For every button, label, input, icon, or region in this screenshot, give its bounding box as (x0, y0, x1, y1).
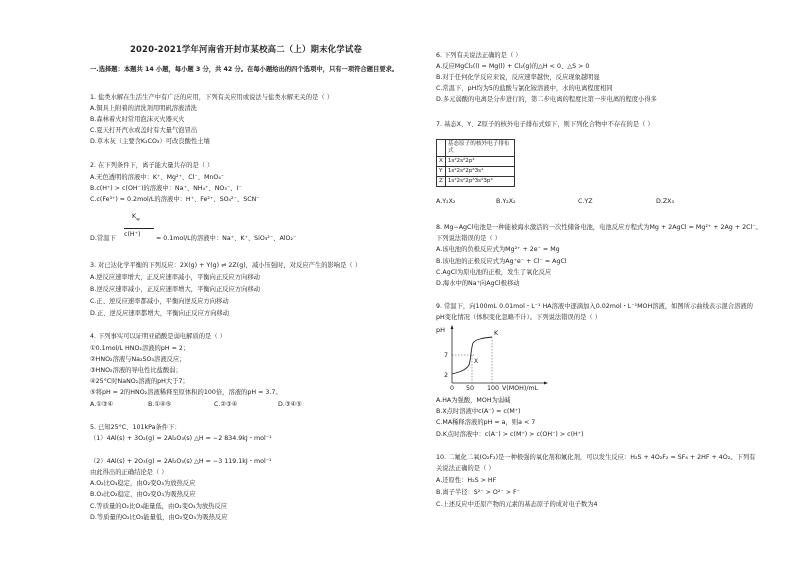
table-header-row (437, 140, 515, 157)
option-d: D.多元弱酸的电离是分步进行的，第二步电离的程度比第一步电离的程度小得多 (436, 96, 657, 103)
option-a: A.HA为强酸，MOH为弱碱 (436, 397, 511, 404)
option-c: C.常温下，pH均为5的盐酸与氯化铵溶液中，水的电离程度相同 (436, 85, 613, 92)
option-d: D.草木灰（主要含K₂CO₃）可改良酸性土壤 (90, 138, 210, 145)
option-c: C.MA稀释溶液的pH = a，则a < 7 (436, 419, 536, 426)
option-b: B.该电池的正极反应式为Ag⁺e⁻ + Cl⁻ = AgCl (436, 258, 567, 265)
table-row (437, 167, 515, 177)
equation-2: （2）4Al(s) + 2O₃(g) = 2Al₂O₃(s) △H = −3 119.1kJ・mol⁻¹ (90, 458, 272, 465)
option-c: C.②③④ (214, 401, 238, 408)
x-tick-label: 100 (487, 385, 500, 392)
question-stem: 1. 盐类水解在生活生产中有广泛的应用，下列有关应用或说法与盐类水解无关的是（ ） (90, 94, 333, 101)
table-cell: 1s²2s²2p⁶3s¹ (445, 167, 514, 177)
question-stem: 6. 下列有关说法正确的是（ ） (436, 52, 522, 59)
option-c: C.上述反应中还原产物的元素的基态原子的成对电子数为4 (436, 501, 598, 508)
y-axis-arrow (451, 325, 454, 329)
question-stem: 4. 下列事实可以证明亚硝酸是弱电解质的是（ ） (90, 333, 226, 340)
y-tick-label: 7 (444, 352, 449, 359)
option-a: A.该电池的负极反应式为Mg²⁺ + 2e⁻ = Mg (436, 246, 560, 253)
fraction-numerator: $K_w$ (132, 213, 140, 223)
point-x-label: X (474, 358, 479, 365)
y-tick-label: 2 (444, 372, 449, 379)
table-header-cell: 基态原子的核外电子排布式 (445, 140, 514, 157)
option-b: B.①④⑤ (148, 401, 172, 408)
statement-1: ①0.1mol/L HNO₂溶液的pH = 2； (90, 345, 190, 352)
table-header-cell (437, 140, 446, 157)
y-axis-label: pH (436, 326, 446, 334)
question-stem: 8. Mg−AgCl电池是一种能被海水激活的一次性储备电池，电池反应方程式为Mg + 2AgCl = Mg²⁺ + 2Ag + 2Cl⁻。 (436, 224, 762, 231)
option-c: C.等质量的O₂比O₃能量低，由O₂变O₃为放热反应 (90, 503, 228, 510)
option-c: C.YZ (578, 198, 593, 205)
option-a: A.①③④ (90, 401, 114, 408)
statement-3: ③HNO₂溶液的导电性比盐酸弱； (90, 367, 182, 374)
question-stem: 3. 对已达化学平衡的下列反应：2X(g) + Y(g) ⇌ 2Z(g)，减小压强时，对反应产生的影响是（ ） (90, 262, 361, 269)
statement-2: ②HNO₂溶液与Na₂SO₃溶液反应； (90, 356, 186, 363)
option-d: D.海水中的Na⁺向AgCl极移动 (436, 280, 520, 287)
option-a: A.Y₂X₂ (436, 198, 456, 205)
option-c: C.正、逆反应速率都减小，平衡向逆反应方向移动 (90, 298, 229, 305)
option-a: A.O₂比O₃稳定，由O₂变O₃为放热反应 (90, 480, 196, 487)
x-axis-arrow (544, 382, 548, 385)
option-d: D.ZX₃ (656, 198, 675, 205)
x-tick-label: 50 (466, 385, 475, 392)
option-b: B.Y₂X₂ (496, 198, 516, 205)
question-prompt: 由此得出的正确结论是（ ） (90, 469, 168, 476)
option-c: C.c(Fe³⁺) = 0.2mol/L的溶液中：H⁺、Fe²⁺、SO₄²⁻、SCN⁻ (90, 196, 260, 203)
option-d-suffix: = 0.1mol/L的溶液中：Na⁺、K⁺、SiO₃²⁻、AlO₂⁻ (156, 235, 297, 242)
option-b: B.对于任何化学反应来说，反应速率越快，反应现象越明显 (436, 74, 600, 81)
option-b: B.c(H⁺) > c(OH⁻)的溶液中：Na⁺、NH₄⁺、NO₃⁻、I⁻ (90, 185, 242, 192)
question-stem: 10. 二氟化二氧(O₂F₂)是一种极强的氧化剂和氟化剂，可以发生反应：H₂S + 4O₂F₂ = SF₆ + 2HF + 4O₂。下列有 (436, 454, 756, 461)
option-a: A.无色透明的溶液中：K⁺、Mg²⁺、Cl⁻、MnO₄⁻ (90, 174, 225, 181)
statement-5: ⑤将pH = 2的HNO₂溶液稀释至原体积的100倍，溶液的pH = 3.7。 (90, 389, 282, 396)
titration-curve (436, 323, 556, 393)
table-row (437, 177, 515, 187)
table-cell: 1s²2s²2p⁶3s²3p⁴ (445, 177, 514, 187)
table-cell: Z (437, 177, 446, 187)
option-d: D.正、逆反应速率都增大，平衡向正反应方向移动 (90, 310, 230, 317)
electron-config-table (436, 139, 515, 187)
question-stem: 5. 已知25°C、101kPa条件下： (90, 424, 181, 431)
table-cell: X (437, 157, 446, 167)
option-c: C.AgCl为原电池的正极，发生了氧化反应 (436, 269, 552, 276)
option-c: C.夏天打开汽水或盖时有大量气泡冒出 (90, 127, 198, 134)
option-a: A.还原性：H₂S > HF (436, 477, 497, 484)
option-d: D.等质量的O₂比O₃能量低，由O₂变O₃为吸热反应 (90, 514, 228, 521)
option-a: A.逆反应速率增大，正反应速率减小，平衡向正反应方向移动 (90, 274, 260, 281)
fraction-bar (124, 228, 154, 229)
option-b: B.X点时溶液中c(A⁻) = c(M⁺) (436, 408, 521, 415)
exam-title: 2020-2021学年河南省开封市某校高二（上）期末化学试卷 (130, 44, 362, 54)
question-stem: 9. 常温下，向100mL 0.01mol・L⁻¹ HA溶液中逐滴加入0.02mol・L⁻¹MOH溶液，如图所示曲线表示混合溶液的 (436, 303, 753, 310)
x-axis-label: V(MOH)/mL (502, 385, 539, 392)
x-tick-label: 0 (450, 385, 455, 392)
section-heading: 一.选择题：本题共 14 小题，每小题 3 分，共 42 分。在每小题给出的四个选项中，只有一项符合题目要求。 (90, 66, 399, 73)
statement-4: ④25°C时NaNO₂溶液的pH大于7； (90, 378, 189, 385)
option-b: B.森林着火时常用泡沫灭火器灭火 (90, 116, 185, 123)
option-d: D.③④⑤ (278, 401, 302, 408)
option-b: B.离子半径：S²⁻ > O²⁻ > F⁻ (436, 489, 520, 496)
question-stem: 7. 基态X、Y、Z原子的核外电子排布式如下，则下列化合物中不存在的是（ ） (436, 121, 654, 128)
option-b: B.O₃比O₂稳定，由O₂变O₃为吸热反应 (90, 491, 196, 498)
question-prompt: 下列说法错误的是（ ） (436, 235, 501, 242)
point-k-label: K (494, 330, 499, 337)
table-cell: 1s²2s²2p⁴ (445, 157, 514, 167)
option-d: D.K点时溶液中：c(A⁻) > c(M⁺) > c(OH⁻) > c(H⁺) (436, 431, 584, 438)
question-stem: 2. 在下列条件下，离子能大量共存的是（ ） (90, 162, 214, 169)
option-a: A.反应MgCl₂(l) = Mg(l) + Cl₂(g)的△H < 0、△S > 0 (436, 63, 590, 70)
equation-1: （1）4Al(s) + 3O₂(g) = 2Al₂O₃(s) △H = −2 834.9kJ・mol⁻¹ (90, 435, 272, 442)
table-row (437, 157, 515, 167)
option-d-prefix: D.常温下 (90, 235, 116, 242)
table-cell: Y (437, 167, 446, 177)
question-prompt: pH变化情况（体积变化忽略不计）。下列说法错误的是（ ） (436, 314, 602, 321)
fraction-denominator: c(H⁺) (124, 231, 141, 238)
option-b: B.逆反应速率减小，正反应速率增大，平衡向正反应方向移动 (90, 286, 261, 293)
question-stem-cont: 关说法正确的是（ ） (436, 465, 495, 472)
option-a: A.铜具上附着的清洗剂用明矾溶液清洗 (90, 105, 197, 112)
